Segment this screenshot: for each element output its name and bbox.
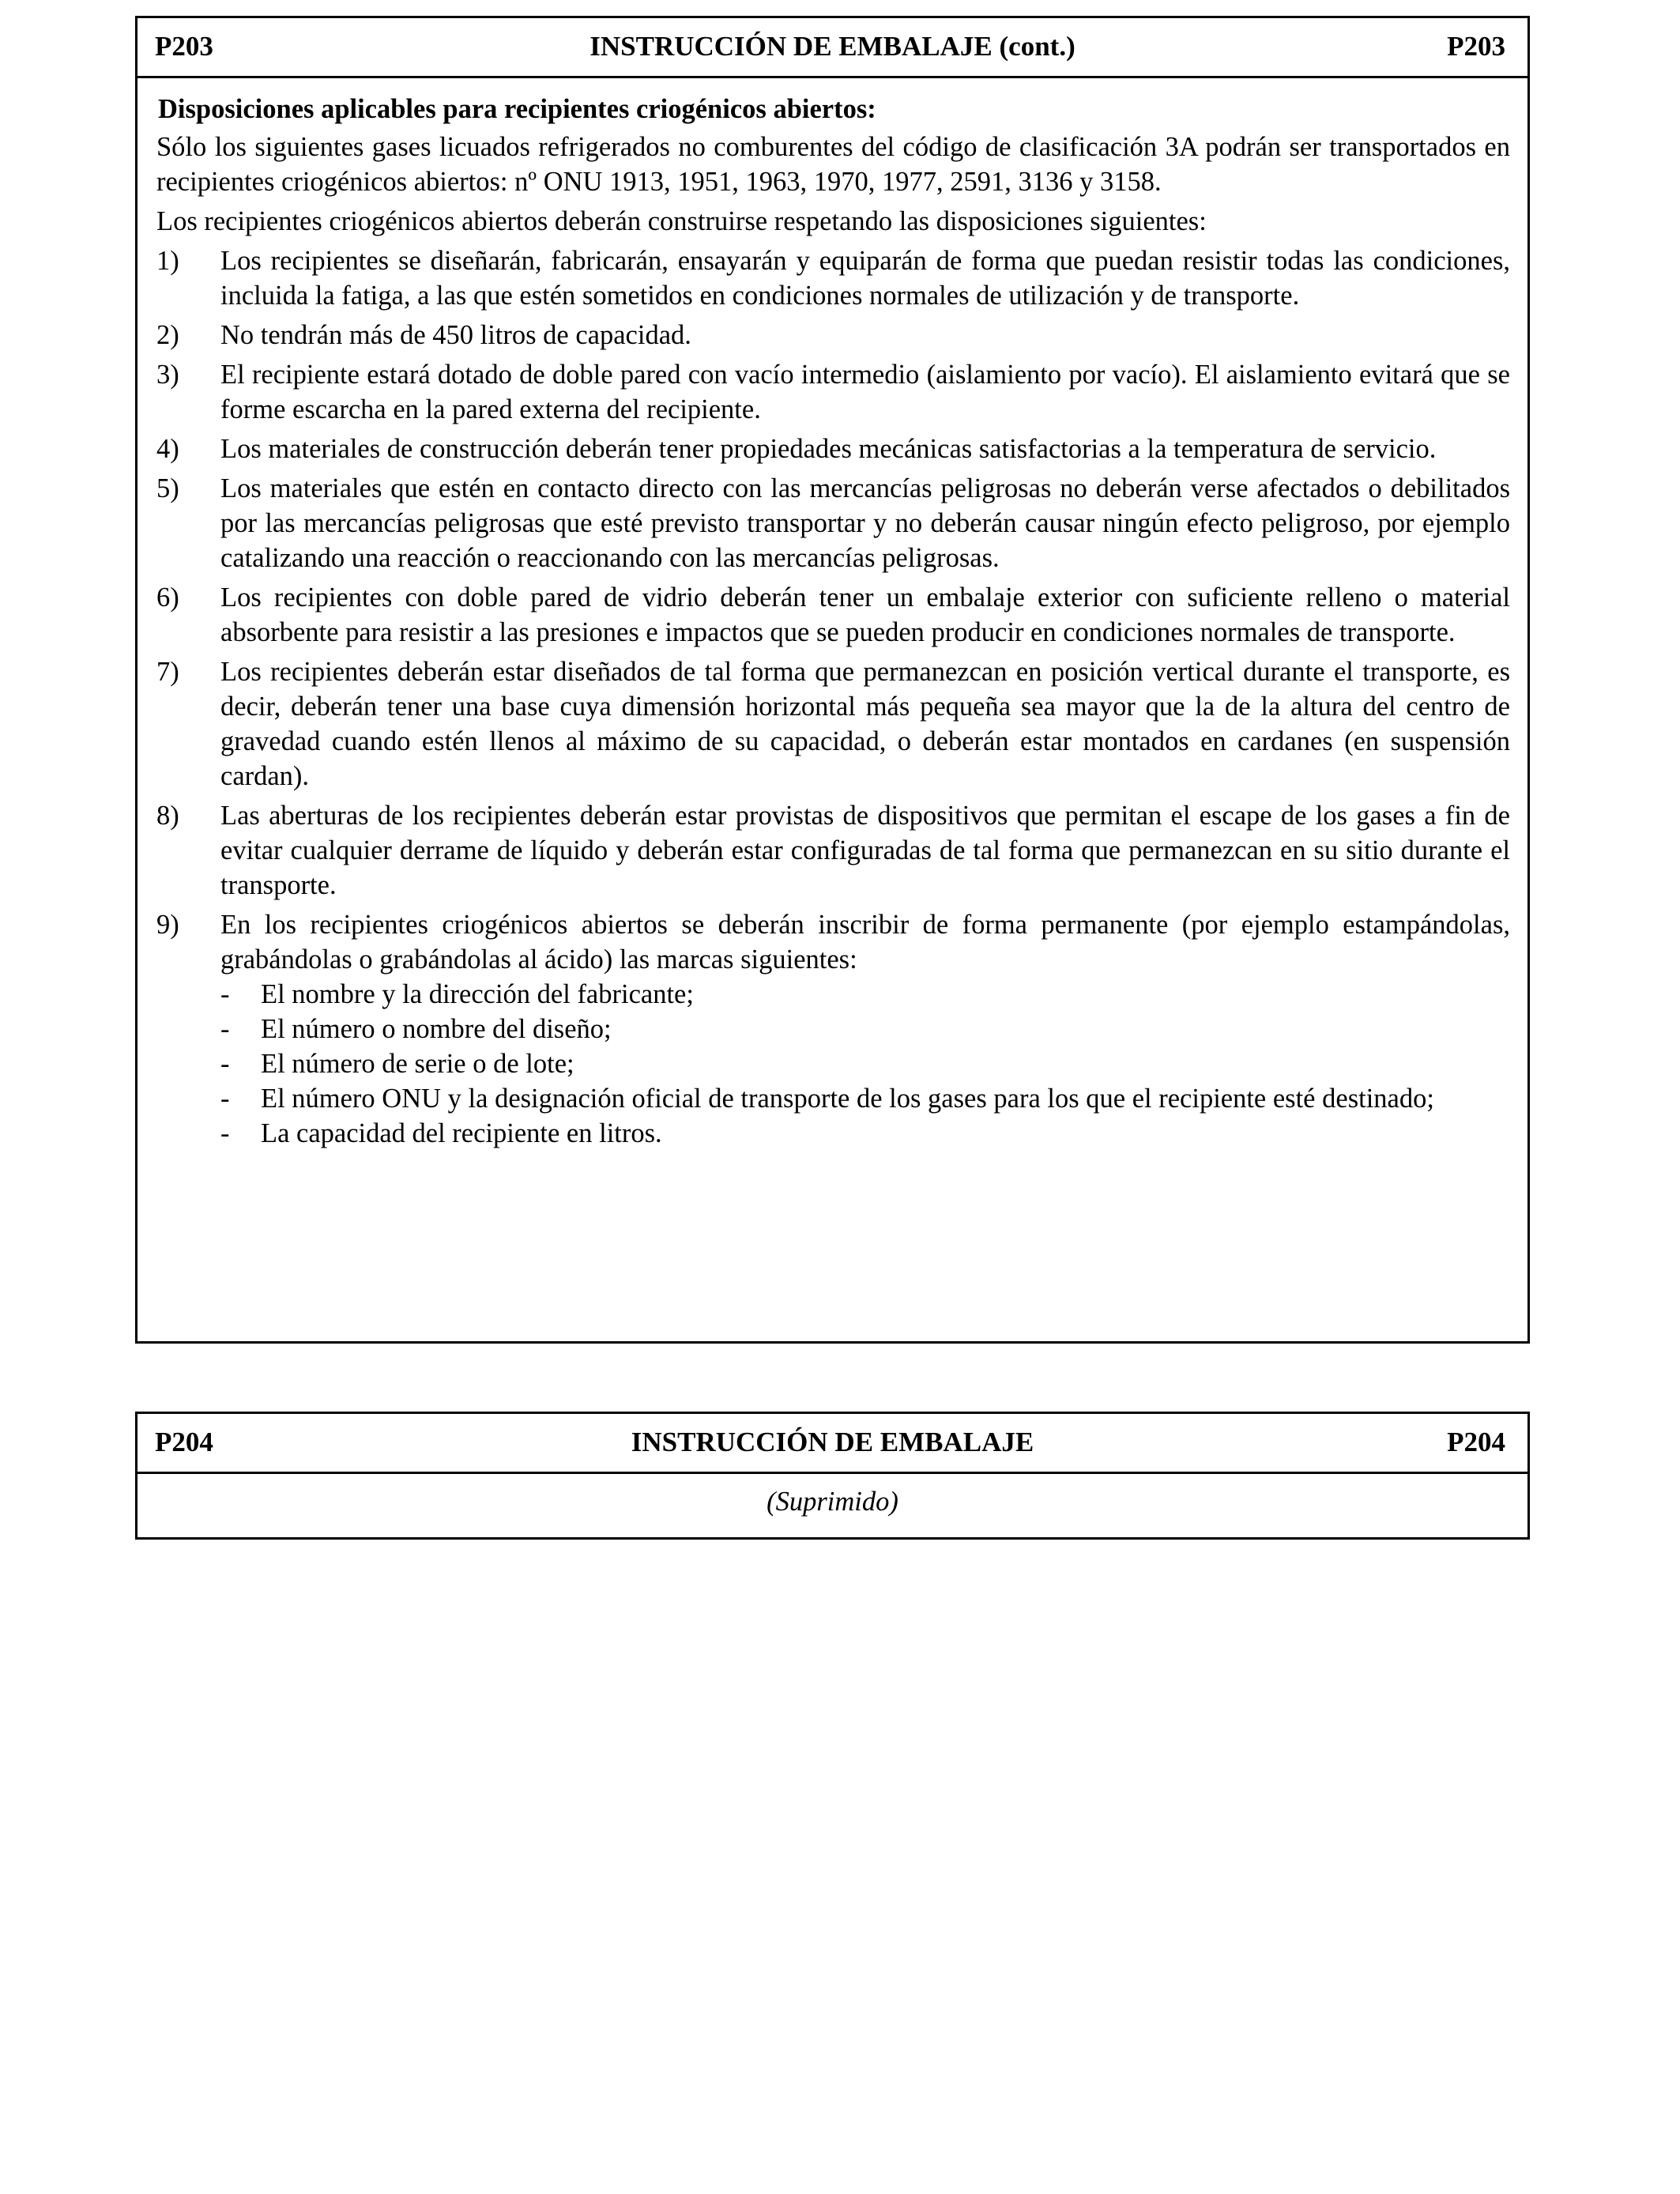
marking-list-item	[220, 977, 1510, 1012]
item-text: El recipiente estará dotado de doble pared con vacío intermedio (aislamiento por vacío). El aislamiento evitará que se forme escarcha en la pared externa del recipiente.	[220, 360, 1510, 424]
item-number: 4)	[156, 434, 179, 464]
p203-subheading: Disposiciones aplicables para recipientes criogénicos abiertos:	[158, 94, 876, 124]
p203-title: INSTRUCCIÓN DE EMBALAJE (cont.)	[590, 31, 1075, 62]
dash-bullet: -	[220, 1084, 230, 1114]
p204-instruction-box	[135, 1412, 1530, 1540]
provision-item-3	[156, 357, 1510, 427]
provision-item-1	[156, 243, 1510, 313]
dash-bullet: -	[220, 979, 230, 1009]
p203-code-left: P203	[155, 31, 213, 62]
marking-text: El número ONU y la designación oficial de transporte de los gases para los que el recipiente esté destinado;	[261, 1084, 1434, 1114]
marking-text: La capacidad del recipiente en litros.	[261, 1118, 662, 1148]
item-text: Los recipientes con doble pared de vidrio deberán tener un embalaje exterior con suficiente relleno o material absorbente para resistir a las presiones e impactos que se pueden producir en condiciones normales de transporte.	[220, 582, 1510, 647]
provision-item-5	[156, 471, 1510, 575]
dash-bullet: -	[220, 1118, 230, 1148]
item-number: 1)	[156, 246, 179, 276]
p203-intro-paragraph-2: Los recipientes criogénicos abiertos deberán construirse respetando las disposiciones siguientes:	[156, 206, 1207, 236]
marking-text: El número de serie o de lote;	[261, 1049, 574, 1079]
item-number: 2)	[156, 320, 179, 350]
marking-text: El número o nombre del diseño;	[261, 1014, 612, 1044]
p204-deleted-note: (Suprimido)	[767, 1487, 898, 1517]
item-number: 8)	[156, 801, 179, 831]
p203-code-right: P203	[1447, 31, 1505, 62]
marking-text: El nombre y la dirección del fabricante;	[261, 979, 694, 1009]
marking-list-item	[220, 1046, 1510, 1081]
provision-item-4	[156, 432, 1510, 466]
provision-item-7	[156, 654, 1510, 794]
item-number: 6)	[156, 582, 179, 613]
dash-bullet: -	[220, 1014, 230, 1044]
item-number: 9)	[156, 910, 179, 940]
provision-item-6	[156, 580, 1510, 650]
item-text: Los materiales de construcción deberán tener propiedades mecánicas satisfactorias a la temperatura de servicio.	[220, 434, 1437, 464]
marking-list-item	[220, 1116, 1510, 1151]
provision-item-9	[156, 907, 1510, 1151]
p204-code-left: P204	[155, 1427, 213, 1457]
p203-intro-paragraph-1: Sólo los siguientes gases licuados refrigerados no comburentes del código de clasificación 3A podrán ser transportados en recipientes criogénicos abiertos: nº ONU 1913, 1951, 1963, 1970, 1977, 2591, 3136 y 3158.	[156, 132, 1510, 197]
marking-list-item	[220, 1012, 1510, 1046]
p204-code-right: P204	[1447, 1427, 1505, 1457]
p203-instruction-box	[135, 16, 1530, 1344]
p203-content	[137, 78, 1527, 1151]
item-text: En los recipientes criogénicos abiertos se deberán inscribir de forma permanente (por ejemplo estampándolas, grabándolas o grabándolas al ácido) las marcas siguientes:	[220, 910, 1510, 974]
provision-item-2	[156, 318, 1510, 352]
item-text: Los recipientes deberán estar diseñados de tal forma que permanezcan en posición vertical durante el transporte, es decir, deberán tener una base cuya dimensión horizontal más pequeña sea mayor que la de la altura del centro de gravedad cuando estén llenos al máximo de su capacidad, o deberán estar montados en cardanes (en suspensión cardan).	[220, 657, 1510, 791]
item-text: Las aberturas de los recipientes deberán estar provistas de dispositivos que permitan el escape de los gases a fin de evitar cualquier derrame de líquido y deberán estar configuradas de tal forma que permanezcan en su sitio durante el transporte.	[220, 801, 1510, 900]
marking-list-item	[220, 1081, 1510, 1116]
item-number: 3)	[156, 360, 179, 390]
item-number: 5)	[156, 473, 179, 503]
item-text: Los recipientes se diseñarán, fabricarán, ensayarán y equiparán de forma que puedan resistir todas las condiciones, incluida la fatiga, a las que estén sometidos en condiciones normales de utilización y de transporte.	[220, 246, 1510, 311]
p203-header	[137, 18, 1527, 78]
p204-header	[137, 1414, 1527, 1474]
item-number: 7)	[156, 657, 179, 687]
item-text: Los materiales que estén en contacto directo con las mercancías peligrosas no deberán verse afectados o debilitados por las mercancías peligrosas que esté previsto transportar y no deberán causar ningún efecto peligroso, por ejemplo catalizando una reacción o reaccionando con las mercancías peligrosas.	[220, 473, 1510, 573]
dash-bullet: -	[220, 1049, 230, 1079]
p204-title: INSTRUCCIÓN DE EMBALAJE	[631, 1427, 1034, 1457]
provision-item-8	[156, 798, 1510, 903]
item-text: No tendrán más de 450 litros de capacidad.	[220, 320, 691, 350]
